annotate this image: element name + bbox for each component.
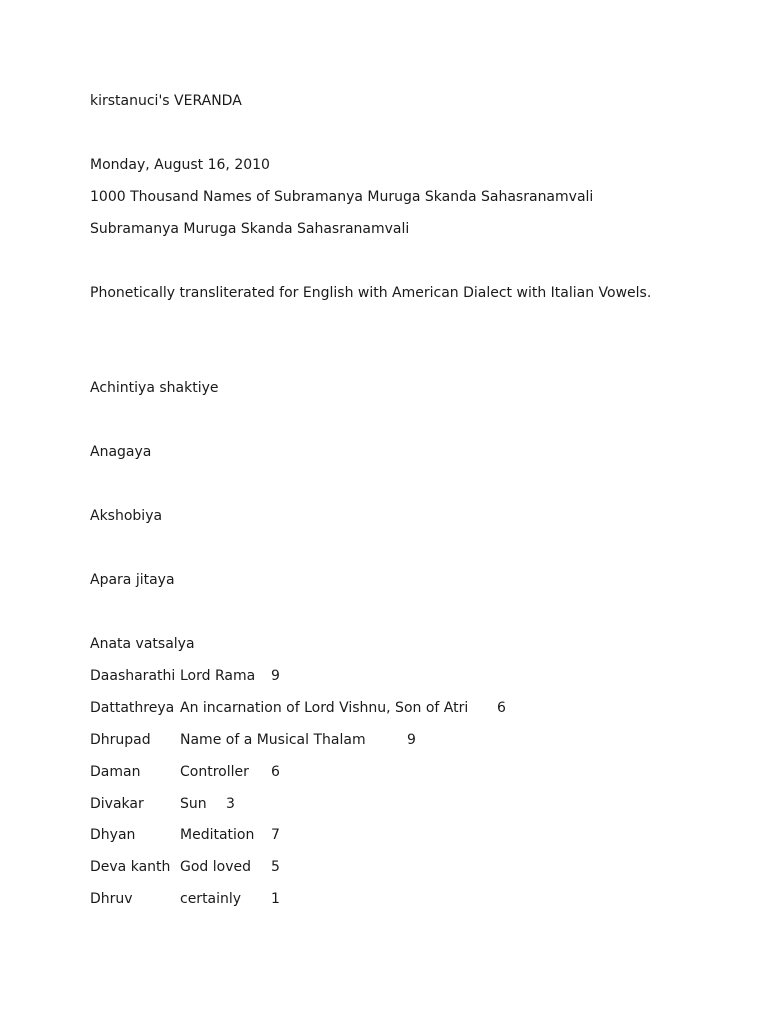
- name-entry: Anata vatsalya: [90, 636, 195, 652]
- row-meaning: Meditation: [180, 827, 255, 843]
- row-number: 6: [497, 700, 506, 716]
- name-entry: Akshobiya: [90, 508, 163, 524]
- name-entry: Achintiya shaktiye: [90, 380, 219, 396]
- row-name: Dhruv: [90, 891, 133, 907]
- row-meaning: Lord Rama: [180, 668, 256, 684]
- row-name: Dhyan: [90, 827, 136, 843]
- name-entry: Anagaya: [90, 444, 152, 460]
- row-number: 6: [271, 764, 280, 780]
- row-number: 7: [271, 827, 280, 843]
- row-meaning: Controller: [180, 764, 249, 780]
- row-number: 1: [271, 891, 280, 907]
- row-meaning: certainly: [180, 891, 242, 907]
- post-date: Monday, August 16, 2010: [90, 157, 270, 173]
- row-meaning: Sun: [180, 796, 207, 812]
- name-table-row: [90, 890, 590, 980]
- post-subtitle: Subramanya Muruga Skanda Sahasranamvali: [90, 221, 410, 237]
- row-name: Dhrupad: [90, 732, 151, 748]
- row-number: 9: [407, 732, 416, 748]
- row-name: Deva kanth: [90, 859, 171, 875]
- row-name: Daman: [90, 764, 141, 780]
- row-meaning: Name of a Musical Thalam: [180, 732, 366, 748]
- row-meaning: God loved: [180, 859, 251, 875]
- row-name: Dattathreya: [90, 700, 175, 716]
- post-title: 1000 Thousand Names of Subramanya Muruga Skanda Sahasranamvali: [90, 189, 594, 205]
- blog-title: kirstanuci's VERANDA: [90, 93, 242, 109]
- row-number: 9: [271, 668, 280, 684]
- row-meaning: An incarnation of Lord Vishnu, Son of Atri: [180, 700, 469, 716]
- transliteration-note: Phonetically transliterated for English with American Dialect with Italian Vowels.: [90, 285, 652, 301]
- name-entry: Apara jitaya: [90, 572, 175, 588]
- row-name: Divakar: [90, 796, 144, 812]
- row-number: 5: [271, 859, 280, 875]
- row-name: Daasharathi: [90, 668, 176, 684]
- row-number: 3: [226, 796, 235, 812]
